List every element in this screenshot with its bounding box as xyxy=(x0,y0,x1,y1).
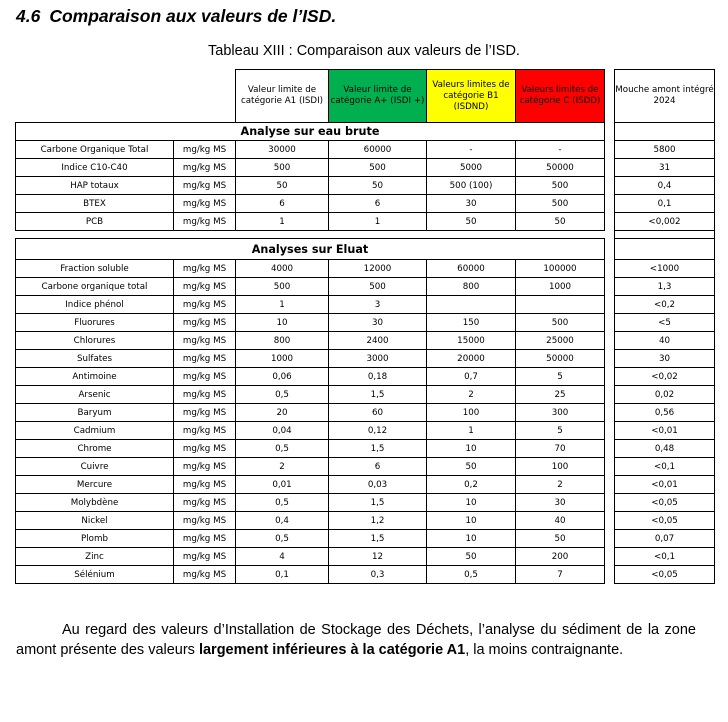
table-caption: Tableau XIII : Comparaison aux valeurs de l’ISD. xyxy=(208,43,520,59)
value-cell-c: 100 xyxy=(516,458,605,476)
column-gap xyxy=(605,422,615,440)
unit-cell: mg/kg MS xyxy=(174,350,236,368)
sample-value-cell: 0,4 xyxy=(615,177,715,195)
value-cell-a-plus: 50 xyxy=(329,177,427,195)
parameter-cell: Sélénium xyxy=(16,566,174,584)
spacer-cell xyxy=(16,231,605,239)
value-cell-a1: 1 xyxy=(236,213,329,231)
value-cell-a-plus: 1,5 xyxy=(329,530,427,548)
column-gap xyxy=(605,213,615,231)
value-cell-a-plus: 60 xyxy=(329,404,427,422)
value-cell-c: 500 xyxy=(516,314,605,332)
value-cell-a1: 0,4 xyxy=(236,512,329,530)
table-row xyxy=(16,494,715,512)
value-cell-c: 2 xyxy=(516,476,605,494)
unit-cell: mg/kg MS xyxy=(174,494,236,512)
parameter-cell: Carbone Organique Total xyxy=(16,141,174,159)
value-cell-a-plus: 3000 xyxy=(329,350,427,368)
value-cell-c: 40 xyxy=(516,512,605,530)
sample-section-cell xyxy=(615,239,715,260)
column-gap xyxy=(605,332,615,350)
parameter-cell: Indice C10-C40 xyxy=(16,159,174,177)
unit-cell: mg/kg MS xyxy=(174,314,236,332)
table-row xyxy=(16,440,715,458)
section-number: 4.6 xyxy=(16,6,41,26)
sample-value-cell: 5800 xyxy=(615,141,715,159)
value-cell-a1: 0,06 xyxy=(236,368,329,386)
value-cell-b1: 15000 xyxy=(427,332,516,350)
value-cell-c: 5 xyxy=(516,422,605,440)
unit-cell: mg/kg MS xyxy=(174,530,236,548)
value-cell-a-plus: 30 xyxy=(329,314,427,332)
value-cell-a-plus: 500 xyxy=(329,278,427,296)
table-row xyxy=(16,260,715,278)
column-gap xyxy=(605,440,615,458)
value-cell-b1: 5000 xyxy=(427,159,516,177)
sample-value-cell: <0,05 xyxy=(615,566,715,584)
value-cell-b1: 10 xyxy=(427,512,516,530)
table-row xyxy=(16,314,715,332)
column-gap xyxy=(605,404,615,422)
parameter-cell: PCB xyxy=(16,213,174,231)
unit-cell: mg/kg MS xyxy=(174,332,236,350)
value-cell-b1: 10 xyxy=(427,440,516,458)
header-gap xyxy=(605,70,615,123)
table-row xyxy=(16,195,715,213)
spacer-row xyxy=(16,231,715,239)
section-heading xyxy=(16,6,336,27)
unit-cell: mg/kg MS xyxy=(174,260,236,278)
column-gap xyxy=(605,458,615,476)
parameter-cell: Plomb xyxy=(16,530,174,548)
column-gap xyxy=(605,530,615,548)
value-cell-a-plus: 1,5 xyxy=(329,386,427,404)
eluat-section-title: Analyses sur Eluat xyxy=(16,239,605,260)
value-cell-a1: 4 xyxy=(236,548,329,566)
table-row xyxy=(16,368,715,386)
sample-value-cell: <0,05 xyxy=(615,494,715,512)
sample-value-cell: <0,05 xyxy=(615,512,715,530)
table-row xyxy=(16,141,715,159)
value-cell-c: 200 xyxy=(516,548,605,566)
value-cell-a-plus: 60000 xyxy=(329,141,427,159)
unit-cell: mg/kg MS xyxy=(174,386,236,404)
value-cell-a-plus: 6 xyxy=(329,195,427,213)
value-cell-a-plus: 1,2 xyxy=(329,512,427,530)
value-cell-a1: 4000 xyxy=(236,260,329,278)
parameter-cell: Carbone organique total xyxy=(16,278,174,296)
unit-cell: mg/kg MS xyxy=(174,566,236,584)
parameter-cell: Chlorures xyxy=(16,332,174,350)
parameter-cell: Antimoine xyxy=(16,368,174,386)
value-cell-c: 7 xyxy=(516,566,605,584)
table-row xyxy=(16,332,715,350)
parameter-cell: Cadmium xyxy=(16,422,174,440)
value-cell-b1: 50 xyxy=(427,213,516,231)
table-row xyxy=(16,404,715,422)
value-cell-c: 500 xyxy=(516,177,605,195)
value-cell-a1: 20 xyxy=(236,404,329,422)
table-row xyxy=(16,530,715,548)
parameter-cell: Baryum xyxy=(16,404,174,422)
value-cell-b1: 0,7 xyxy=(427,368,516,386)
conclusion-paragraph xyxy=(16,620,696,660)
unit-cell: mg/kg MS xyxy=(174,368,236,386)
value-cell-b1: 10 xyxy=(427,530,516,548)
unit-cell: mg/kg MS xyxy=(174,548,236,566)
parameter-cell: Fluorures xyxy=(16,314,174,332)
column-gap xyxy=(605,548,615,566)
sample-value-cell: 0,02 xyxy=(615,386,715,404)
header-a1: Valeur limite de catégorie A1 (ISDI) xyxy=(236,70,329,123)
value-cell-a1: 500 xyxy=(236,159,329,177)
header-c: Valeurs limites de catégorie C (ISDD) xyxy=(516,70,605,123)
table-row xyxy=(16,296,715,314)
table-row xyxy=(16,548,715,566)
value-cell-a1: 0,5 xyxy=(236,440,329,458)
table-body xyxy=(16,123,715,584)
parameter-cell: HAP totaux xyxy=(16,177,174,195)
brute-section-title: Analyse sur eau brute xyxy=(16,123,605,141)
value-cell-b1: 150 xyxy=(427,314,516,332)
value-cell-b1: 800 xyxy=(427,278,516,296)
column-gap xyxy=(605,494,615,512)
unit-cell: mg/kg MS xyxy=(174,278,236,296)
table-row xyxy=(16,350,715,368)
isd-comparison-table xyxy=(15,69,715,584)
parameter-cell: Fraction soluble xyxy=(16,260,174,278)
column-gap xyxy=(605,231,615,239)
table-row xyxy=(16,566,715,584)
value-cell-b1: 30 xyxy=(427,195,516,213)
sample-value-cell: 30 xyxy=(615,350,715,368)
table-row xyxy=(16,177,715,195)
column-gap xyxy=(605,123,615,141)
sample-value-cell: 40 xyxy=(615,332,715,350)
value-cell-c: 100000 xyxy=(516,260,605,278)
table-row xyxy=(16,458,715,476)
column-gap xyxy=(605,278,615,296)
value-cell-c: 50 xyxy=(516,530,605,548)
value-cell-a-plus: 0,12 xyxy=(329,422,427,440)
column-gap xyxy=(605,159,615,177)
unit-cell: mg/kg MS xyxy=(174,195,236,213)
column-gap xyxy=(605,296,615,314)
value-cell-a-plus: 0,3 xyxy=(329,566,427,584)
sample-value-cell: <0,01 xyxy=(615,476,715,494)
unit-cell: mg/kg MS xyxy=(174,422,236,440)
unit-cell: mg/kg MS xyxy=(174,141,236,159)
value-cell-b1: 0,2 xyxy=(427,476,516,494)
value-cell-b1 xyxy=(427,296,516,314)
value-cell-b1: - xyxy=(427,141,516,159)
value-cell-a-plus: 0,18 xyxy=(329,368,427,386)
sample-value-cell: 0,56 xyxy=(615,404,715,422)
conclusion-emphasis: largement inférieures à la catégorie A1 xyxy=(198,642,466,658)
value-cell-c: 30 xyxy=(516,494,605,512)
column-gap xyxy=(605,314,615,332)
value-cell-a1: 1000 xyxy=(236,350,329,368)
value-cell-a-plus: 500 xyxy=(329,159,427,177)
value-cell-a-plus: 0,03 xyxy=(329,476,427,494)
value-cell-a1: 800 xyxy=(236,332,329,350)
value-cell-a1: 30000 xyxy=(236,141,329,159)
value-cell-a-plus: 12000 xyxy=(329,260,427,278)
header-a-plus: Valeur limite de catégorie A+ (ISDI +) xyxy=(329,70,427,123)
value-cell-c: 25000 xyxy=(516,332,605,350)
value-cell-c: 50000 xyxy=(516,159,605,177)
table-row xyxy=(16,278,715,296)
value-cell-a1: 2 xyxy=(236,458,329,476)
value-cell-a1: 0,5 xyxy=(236,386,329,404)
value-cell-a-plus: 3 xyxy=(329,296,427,314)
unit-cell: mg/kg MS xyxy=(174,440,236,458)
sample-value-cell: <0,01 xyxy=(615,422,715,440)
value-cell-c: 50000 xyxy=(516,350,605,368)
sample-value-cell: <0,02 xyxy=(615,368,715,386)
value-cell-b1: 60000 xyxy=(427,260,516,278)
value-cell-a1: 0,1 xyxy=(236,566,329,584)
parameter-cell: Mercure xyxy=(16,476,174,494)
column-gap xyxy=(605,566,615,584)
unit-cell: mg/kg MS xyxy=(174,213,236,231)
table-row xyxy=(16,476,715,494)
sample-value-cell: 31 xyxy=(615,159,715,177)
value-cell-b1: 500 (100) xyxy=(427,177,516,195)
value-cell-c: 25 xyxy=(516,386,605,404)
value-cell-a1: 10 xyxy=(236,314,329,332)
value-cell-a1: 6 xyxy=(236,195,329,213)
value-cell-c: - xyxy=(516,141,605,159)
value-cell-c: 50 xyxy=(516,213,605,231)
value-cell-a1: 0,01 xyxy=(236,476,329,494)
unit-cell: mg/kg MS xyxy=(174,512,236,530)
value-cell-b1: 50 xyxy=(427,548,516,566)
header-blank xyxy=(16,70,236,123)
column-gap xyxy=(605,386,615,404)
sample-value-cell: <0,002 xyxy=(615,213,715,231)
parameter-cell: Cuivre xyxy=(16,458,174,476)
unit-cell: mg/kg MS xyxy=(174,404,236,422)
sample-value-cell: <1000 xyxy=(615,260,715,278)
table-row xyxy=(16,386,715,404)
parameter-cell: BTEX xyxy=(16,195,174,213)
sample-value-cell: 1,3 xyxy=(615,278,715,296)
value-cell-b1: 1 xyxy=(427,422,516,440)
section-title: Comparaison aux valeurs de l’ISD. xyxy=(49,6,337,26)
value-cell-a-plus: 12 xyxy=(329,548,427,566)
value-cell-b1: 100 xyxy=(427,404,516,422)
sample-value-cell: <0,2 xyxy=(615,296,715,314)
parameter-cell: Indice phénol xyxy=(16,296,174,314)
table-row xyxy=(16,512,715,530)
sample-value-cell: 0,1 xyxy=(615,195,715,213)
value-cell-c: 500 xyxy=(516,195,605,213)
sample-value-cell: 0,48 xyxy=(615,440,715,458)
column-gap xyxy=(605,476,615,494)
unit-cell: mg/kg MS xyxy=(174,458,236,476)
value-cell-c: 300 xyxy=(516,404,605,422)
value-cell-a1: 1 xyxy=(236,296,329,314)
value-cell-b1: 10 xyxy=(427,494,516,512)
parameter-cell: Zinc xyxy=(16,548,174,566)
value-cell-b1: 2 xyxy=(427,386,516,404)
sample-value-cell: <5 xyxy=(615,314,715,332)
value-cell-c xyxy=(516,296,605,314)
unit-cell: mg/kg MS xyxy=(174,296,236,314)
table-row xyxy=(16,159,715,177)
value-cell-a-plus: 2400 xyxy=(329,332,427,350)
value-cell-a1: 500 xyxy=(236,278,329,296)
header-sample: Mouche amont intégré 2024 xyxy=(615,70,715,123)
value-cell-a1: 0,5 xyxy=(236,530,329,548)
value-cell-b1: 0,5 xyxy=(427,566,516,584)
column-gap xyxy=(605,141,615,159)
value-cell-a-plus: 1 xyxy=(329,213,427,231)
table-row xyxy=(16,213,715,231)
column-gap xyxy=(605,512,615,530)
unit-cell: mg/kg MS xyxy=(174,476,236,494)
unit-cell: mg/kg MS xyxy=(174,159,236,177)
parameter-cell: Chrome xyxy=(16,440,174,458)
sample-value-cell: <0,1 xyxy=(615,548,715,566)
parameter-cell: Nickel xyxy=(16,512,174,530)
value-cell-c: 1000 xyxy=(516,278,605,296)
column-gap xyxy=(605,239,615,260)
spacer-cell xyxy=(615,231,715,239)
value-cell-c: 5 xyxy=(516,368,605,386)
column-gap xyxy=(605,260,615,278)
value-cell-c: 70 xyxy=(516,440,605,458)
parameter-cell: Arsenic xyxy=(16,386,174,404)
column-gap xyxy=(605,368,615,386)
column-gap xyxy=(605,350,615,368)
conclusion-end: , la moins contraignante. xyxy=(465,642,624,658)
parameter-cell: Molybdène xyxy=(16,494,174,512)
value-cell-b1: 50 xyxy=(427,458,516,476)
column-gap xyxy=(605,195,615,213)
header-b1: Valeurs limites de catégorie B1 (ISDND) xyxy=(427,70,516,123)
column-gap xyxy=(605,177,615,195)
unit-cell: mg/kg MS xyxy=(174,177,236,195)
value-cell-a-plus: 1,5 xyxy=(329,494,427,512)
conclusion-text: Au regard des valeurs d’Installation de Stockage des Déchets, l’analyse du sédiment de la zone amont présente des valeurs xyxy=(16,622,696,658)
value-cell-a-plus: 6 xyxy=(329,458,427,476)
value-cell-a1: 0,5 xyxy=(236,494,329,512)
sample-value-cell: <0,1 xyxy=(615,458,715,476)
table-row xyxy=(16,422,715,440)
sample-value-cell: 0,07 xyxy=(615,530,715,548)
sample-section-cell xyxy=(615,123,715,141)
parameter-cell: Sulfates xyxy=(16,350,174,368)
value-cell-a1: 0,04 xyxy=(236,422,329,440)
value-cell-a-plus: 1,5 xyxy=(329,440,427,458)
value-cell-a1: 50 xyxy=(236,177,329,195)
value-cell-b1: 20000 xyxy=(427,350,516,368)
